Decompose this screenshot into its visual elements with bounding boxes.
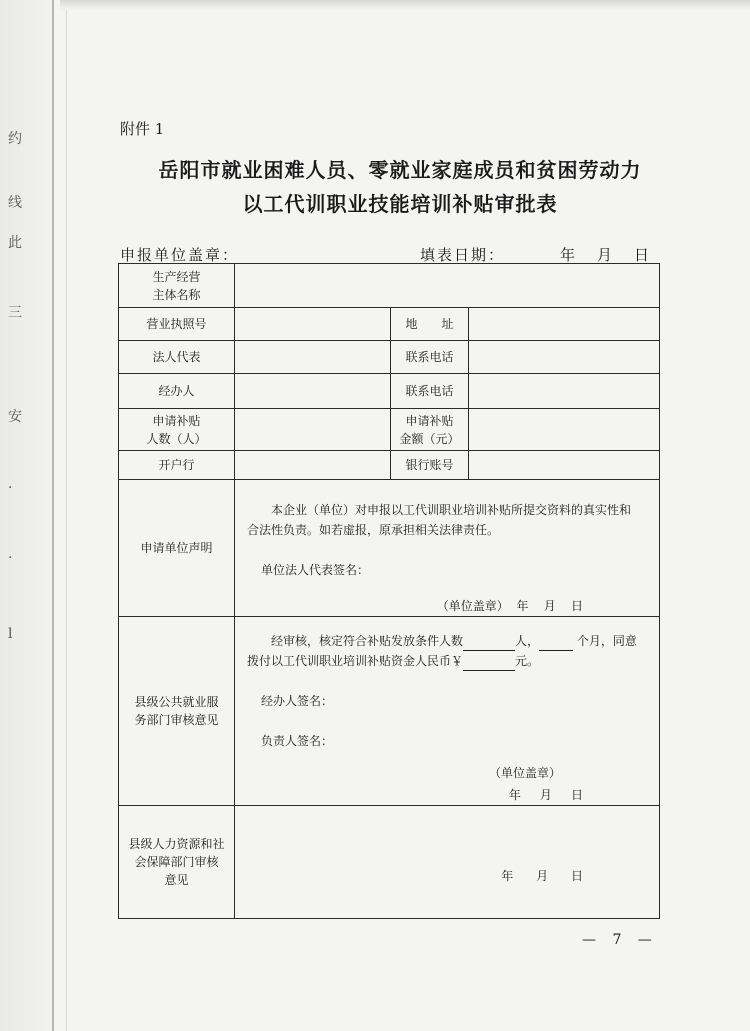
margin-char: 安: [8, 409, 22, 425]
subsidy-count-label-l1: 申请补贴: [152, 413, 201, 428]
county-hr-day: 日: [571, 869, 584, 883]
county-employment-text-l1: [247, 631, 651, 651]
county-hr-label-l3: 意见: [164, 873, 189, 887]
fill-date-month: 月: [597, 246, 615, 264]
declaration-content: [235, 480, 660, 617]
scan-top-shadow: [60, 0, 750, 10]
attachment-label: 附件 1: [120, 120, 165, 138]
subsidy-amount-field[interactable]: [469, 409, 660, 451]
declaration-text-l1: 本企业（单位）对申报以工代训职业培训补贴所提交资料的真实性和: [271, 503, 632, 517]
subsidy-amount-label: [391, 409, 469, 451]
fill-date-label: 填表日期：: [420, 246, 506, 264]
county-employment-text-e: 元。: [515, 654, 540, 668]
subsidy-amount-label-l1: 申请补贴: [405, 413, 454, 428]
phone1-field[interactable]: [469, 341, 660, 374]
license-no-field[interactable]: [235, 308, 391, 341]
scan-edge-line: [52, 0, 54, 1031]
amount-blank[interactable]: [463, 657, 515, 671]
subsidy-count-field[interactable]: [235, 409, 391, 451]
legal-rep-label: 法人代表: [119, 341, 235, 374]
county-employment-day: 日: [571, 788, 584, 802]
county-employment-year: 年: [508, 788, 521, 802]
declaration-seal-date: [247, 596, 651, 616]
declaration-month: 月: [543, 599, 556, 613]
fill-date-year: 年: [560, 246, 578, 264]
legal-rep-field[interactable]: [235, 341, 391, 374]
table-row: [119, 617, 660, 806]
address-label: 地 址: [391, 308, 469, 341]
county-employment-content: [235, 617, 660, 806]
address-field[interactable]: [469, 308, 660, 341]
table-row: [119, 374, 660, 409]
county-hr-date: [247, 866, 651, 886]
county-employment-text-b: 人，: [515, 634, 540, 648]
county-hr-label: [119, 806, 235, 919]
subsidy-amount-label-l2: 金额（元）: [399, 431, 460, 446]
county-employment-label: [119, 617, 235, 806]
declaration-text-l2: 合法性负责。如若虚报，原承担相关法律责任。: [247, 523, 500, 537]
scan-binding-margin: [0, 0, 52, 1031]
declaration-seal: （单位盖章）: [436, 599, 509, 613]
table-row: [119, 341, 660, 374]
approved-count-blank[interactable]: [463, 637, 515, 651]
table-row: [119, 480, 660, 617]
page-title-line2: 以工代训职业技能培训补贴审批表: [242, 192, 558, 216]
account-field[interactable]: [469, 451, 660, 480]
fill-date-day: 日: [634, 246, 652, 264]
county-employment-date: [247, 785, 651, 805]
county-hr-label-l2: 会保障部门审核: [134, 855, 219, 869]
handler-label: 经办人: [119, 374, 235, 409]
margin-char: 线: [8, 195, 22, 211]
county-hr-month: 月: [536, 869, 549, 883]
approval-form-table: [118, 263, 660, 919]
entity-name-label-l1: 生产经营: [152, 269, 201, 284]
county-hr-year: 年: [501, 869, 514, 883]
declaration-year: 年: [516, 599, 529, 613]
county-employment-month: 月: [539, 788, 552, 802]
margin-char: 三: [8, 305, 22, 321]
applicant-seal-label: 申报单位盖章：: [120, 246, 240, 264]
margin-char: ·: [8, 550, 13, 566]
page-number: — 7 —: [582, 932, 658, 948]
handler-field[interactable]: [235, 374, 391, 409]
entity-name-label-l2: 主体名称: [152, 287, 201, 302]
table-row: [119, 308, 660, 341]
license-no-label: 营业执照号: [119, 308, 235, 341]
entity-name-field[interactable]: [235, 264, 660, 308]
phone2-field[interactable]: [469, 374, 660, 409]
scan-edge-line-inner: [66, 0, 67, 1031]
table-row: [119, 409, 660, 451]
margin-char: 此: [8, 235, 22, 251]
table-row: [119, 264, 660, 308]
table-row: [119, 806, 660, 919]
county-employment-handler-sign: 经办人签名：: [261, 694, 334, 708]
county-employment-seal: （单位盖章）: [489, 766, 562, 780]
subsidy-count-label: [119, 409, 235, 451]
subsidy-count-label-l2: 人数（人）: [146, 431, 207, 446]
county-hr-label-l1: 县级人力资源和社: [128, 837, 225, 851]
county-employment-text-d: 拨付以工代训职业培训补贴资金人民币￥: [247, 654, 464, 668]
county-employment-label-l2: 务部门审核意见: [134, 713, 219, 727]
county-employment-text-c: 个月，同意: [576, 634, 637, 648]
phone1-label: 联系电话: [391, 341, 469, 374]
county-hr-content: [235, 806, 660, 919]
county-employment-leader-sign: 负责人签名：: [261, 734, 334, 748]
phone2-label: 联系电话: [391, 374, 469, 409]
county-employment-label-l1: 县级公共就业服: [134, 695, 219, 709]
margin-char: l: [8, 626, 13, 642]
margin-char: 约: [8, 131, 22, 147]
declaration-label: 申请单位声明: [119, 480, 235, 617]
county-employment-text-a: 经审核，核定符合补贴发放条件人数: [271, 634, 464, 648]
table-row: [119, 451, 660, 480]
months-blank[interactable]: [539, 637, 573, 651]
margin-char: ·: [8, 480, 13, 496]
bank-field[interactable]: [235, 451, 391, 480]
page-title-line1: 岳阳市就业困难人员、零就业家庭成员和贫困劳动力: [158, 158, 642, 182]
declaration-day: 日: [571, 599, 584, 613]
bank-label: 开户行: [119, 451, 235, 480]
declaration-sign: 单位法人代表签名：: [261, 563, 370, 577]
account-label: 银行账号: [391, 451, 469, 480]
county-employment-text-l2: [247, 651, 651, 671]
entity-name-label: [119, 264, 235, 308]
